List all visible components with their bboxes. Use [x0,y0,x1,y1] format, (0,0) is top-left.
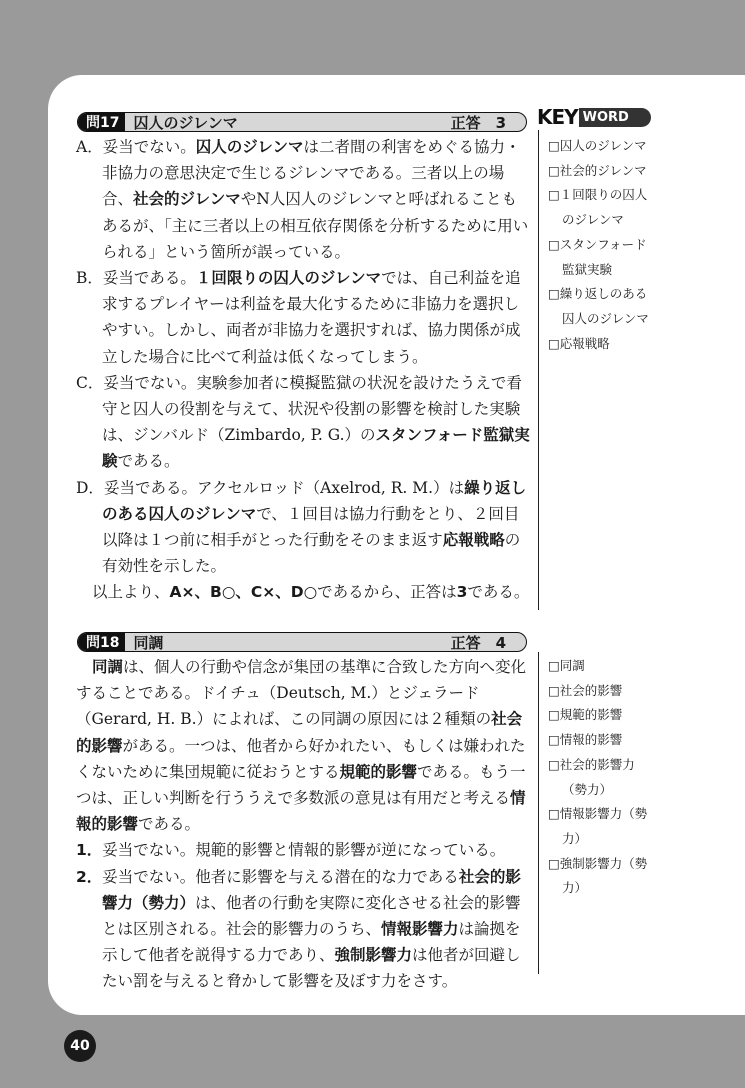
question-18-body [76,654,531,995]
keyword-item: □スタンフォード監獄実験 [548,236,647,277]
keyword-logo-key: KEY [537,105,578,129]
option-1: 1．妥当でない。規範的影響と情報的影響が逆になっている。 [76,841,506,860]
keyword-item: □情報的影響 [548,732,623,748]
question-title: 囚人のジレンマ [133,113,238,132]
page-number: 40 [64,1030,96,1062]
question-title: 同調 [133,633,164,652]
keyword-item: □囚人のジレンマ [548,138,647,153]
keyword-item: □繰り返しのある囚人のジレンマ [548,286,649,326]
keyword-item: □強制影響力（勢力） [548,855,648,896]
intro-paragraph: 同調は、個人の行動や信念が集団の基準に合致した方向へ変化することである。ドイチュ（Deutsch, M.）とジェラード（Gerard, H. B.）によれば、この同調の原因には２種類の社会的影響がある。一つは、他者から好かれたい、もしくは嫌われたくないために集団規範に従おうとする規範的影響である。もう一つは、正しい判断を行ううえで多数派の意見は有用だと考える情報的影響である。 [76,658,527,834]
option-a: A．妥当でない。囚人のジレンマは二者間の利害をめぐる協力・非協力の意思決定で生じるジレンマである。三者以上の場合、社会的ジレンマやN人囚人のジレンマと呼ばれることもあるが、「主に三者以上の相互依存関係を分析するために用いられる」という箇所が誤っている。 [76,138,529,261]
question-17-header [77,112,527,132]
keyword-item: □応報戦略 [548,335,610,351]
answer-label: 正答 3 [450,113,506,132]
question-number: 問17 [78,113,125,131]
option-d: D．妥当である。アクセルロッド（Axelrod, R. M.）は繰り返しのある囚人のジレンマで、１回目は協力行動をとり、２回目以降は１つ前に相手がとった行動をそのまま返す応報戦略の有効性を示した。 [76,478,527,576]
keyword-item: □規範的影響 [548,707,623,723]
keyword-item: □社会的影響 [548,682,623,698]
option-2: 2．妥当でない。他者に影響を与える潜在的な力である社会的影響力（勢力）は、他者の行動を実際に変化させる社会的影響とは区別される。社会的影響力のうち、情報影響力は論拠を示して他者を説得する力であり、強制影響力は他者が回避したい罰を与えると脅かして影響を及ぼす力をさす。 [76,867,521,991]
keyword-item: □１回限りの囚人のジレンマ [548,187,648,228]
option-c: C．妥当でない。実験参加者に模擬監獄の状況を設けたうえで看守と囚人の役割を与えて、状況や役割の影響を検討した実験は、ジンバルド（Zimbardo, P. G.）のスタンフォード監獄実験である。 [76,373,530,471]
keyword-item: □同調 [548,658,585,673]
keyword-logo-word: WORD [579,108,651,127]
keyword-item: □社会的ジレンマ [548,162,647,178]
summary: 以上より、A×、B○、C×、D○であるから、正答は3である。 [92,583,530,602]
keyword-item: □社会的影響力（勢力） [548,756,635,797]
column-divider [538,130,539,610]
keyword-logo [537,105,651,129]
option-b: B．妥当である。１回限りの囚人のジレンマでは、自己利益を追求するプレイヤーは利益を最大化するために非協力を選択しやすい。しかし、両者が非協力を選択すれば、協力関係が成立した場合に比べて利益は低くなってしまう。 [76,269,521,366]
keyword-item: □情報影響力（勢力） [548,806,648,846]
keyword-list-17 [548,134,658,356]
question-number: 問18 [78,633,125,651]
question-18-header [77,632,527,652]
keyword-list-18 [548,654,658,901]
column-divider [538,652,539,974]
answer-label: 正答 4 [450,633,506,652]
question-17-body [76,134,531,606]
